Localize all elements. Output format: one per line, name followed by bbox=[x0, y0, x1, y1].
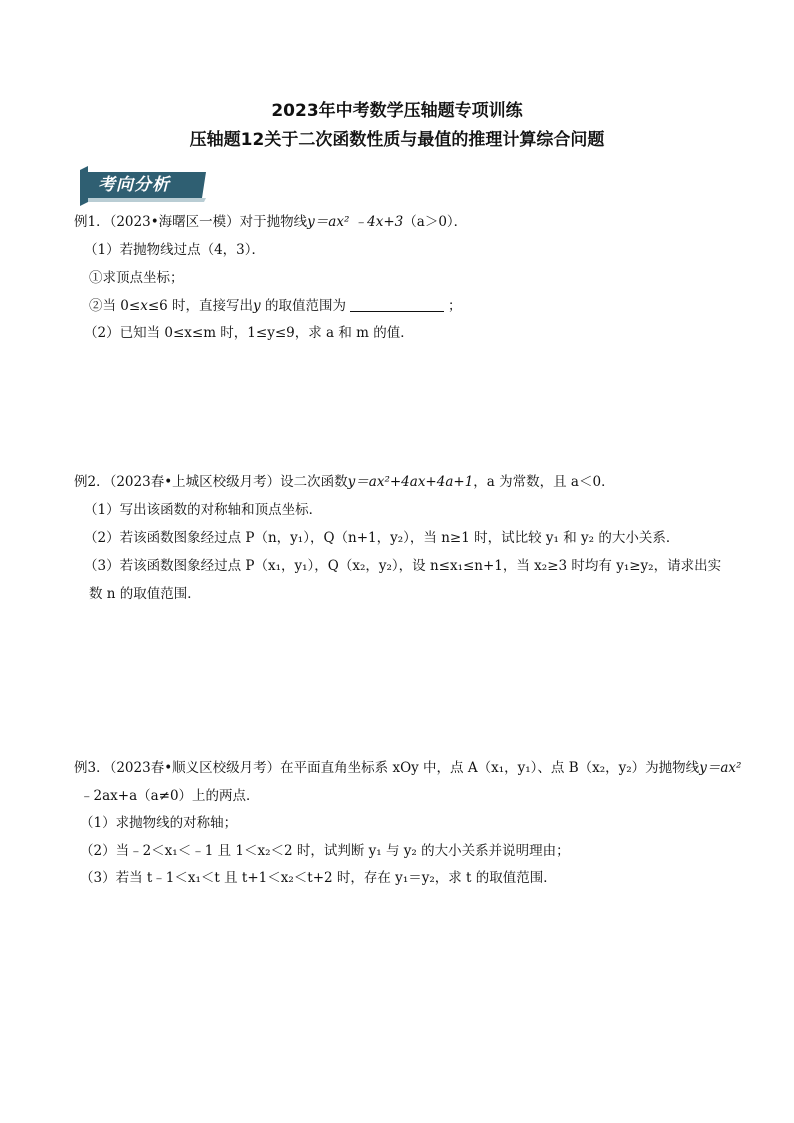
ex2-part3b: 数 n 的取值范围． bbox=[89, 586, 201, 602]
ex1-part1b-c: 的取值范围为 bbox=[260, 298, 346, 314]
banner-label: 考向分析 bbox=[98, 175, 170, 195]
ex1-equation: y＝ax² ﹣4x+3 bbox=[307, 214, 404, 230]
ex1-part2: （2）已知当 0≤x≤m 时，1≤y≤9，求 a 和 m 的值． bbox=[84, 325, 414, 341]
ex2-part2: （2）若该函数图象经过点 P（n，y₁），Q（n+1，y₂），当 n≥1 时，试比较 y₁ 和 y₂ 的大小关系． bbox=[84, 530, 680, 546]
ex1-part1b-d: ； bbox=[447, 298, 462, 314]
ex1-part1b bbox=[89, 296, 461, 316]
ex3-lead: 例3．（2023春•顺义区校级月考）在平面直角坐标系 xOy 中，点 A（x₁，y₁）、点 B（x₂，y₂）为抛物线 bbox=[74, 760, 700, 776]
ex1-lead-line bbox=[74, 212, 467, 232]
ex1-var-x: x bbox=[140, 298, 148, 314]
title-line-2: 压轴题12关于二次函数性质与最值的推理计算综合问题 bbox=[189, 130, 605, 150]
answer-blank[interactable] bbox=[350, 297, 444, 312]
ex1-var-y: y bbox=[253, 298, 261, 314]
section-banner bbox=[74, 166, 206, 206]
ex2-part1: （1）写出该函数的对称轴和顶点坐标． bbox=[84, 502, 323, 518]
ex3-part1: （1）求抛物线的对称轴； bbox=[80, 815, 238, 831]
ex2-lead-line bbox=[74, 472, 615, 492]
ex1-part1b-a: ②当 0≤ bbox=[89, 298, 141, 314]
ex2-tail: ，a 为常数，且 a＜0． bbox=[473, 474, 615, 490]
ex3-continuation: ﹣2ax+a（a≠0）上的两点． bbox=[80, 788, 260, 804]
ex2-equation: y＝ax²+4ax+4a+1 bbox=[347, 474, 474, 490]
ex1-part1b-b: ≤6 时，直接写出 bbox=[147, 298, 254, 314]
ex2-part3a: （3）若该函数图象经过点 P（x₁，y₁），Q（x₂，y₂），设 n≤x₁≤n+1，当 x₂≥3 时均有 y₁≥y₂，请求出实 bbox=[84, 558, 722, 574]
ex2-lead: 例2．（2023春•上城区校级月考）设二次函数 bbox=[74, 474, 348, 490]
title-line-1: 2023年中考数学压轴题专项训练 bbox=[271, 101, 523, 121]
ex3-equation: y＝ax² bbox=[699, 760, 742, 776]
ex3-lead-line bbox=[74, 758, 741, 778]
ex1-part1: （1）若抛物线过点（4，3）． bbox=[84, 242, 266, 258]
ex3-part3: （3）若当 t﹣1＜x₁＜t 且 t+1＜x₂＜t+2 时，存在 y₁＝y₂，求 t 的取值范围． bbox=[80, 870, 557, 886]
ex3-part2: （2）当﹣2＜x₁＜﹣1 且 1＜x₂＜2 时，试判断 y₁ 与 y₂ 的大小关系并说明理由； bbox=[80, 843, 570, 859]
ex1-lead: 例1．（2023•海曙区一模）对于抛物线 bbox=[74, 214, 308, 230]
ex1-condition: （a＞0）． bbox=[403, 214, 468, 230]
ex1-part1a: ①求顶点坐标； bbox=[89, 270, 184, 286]
